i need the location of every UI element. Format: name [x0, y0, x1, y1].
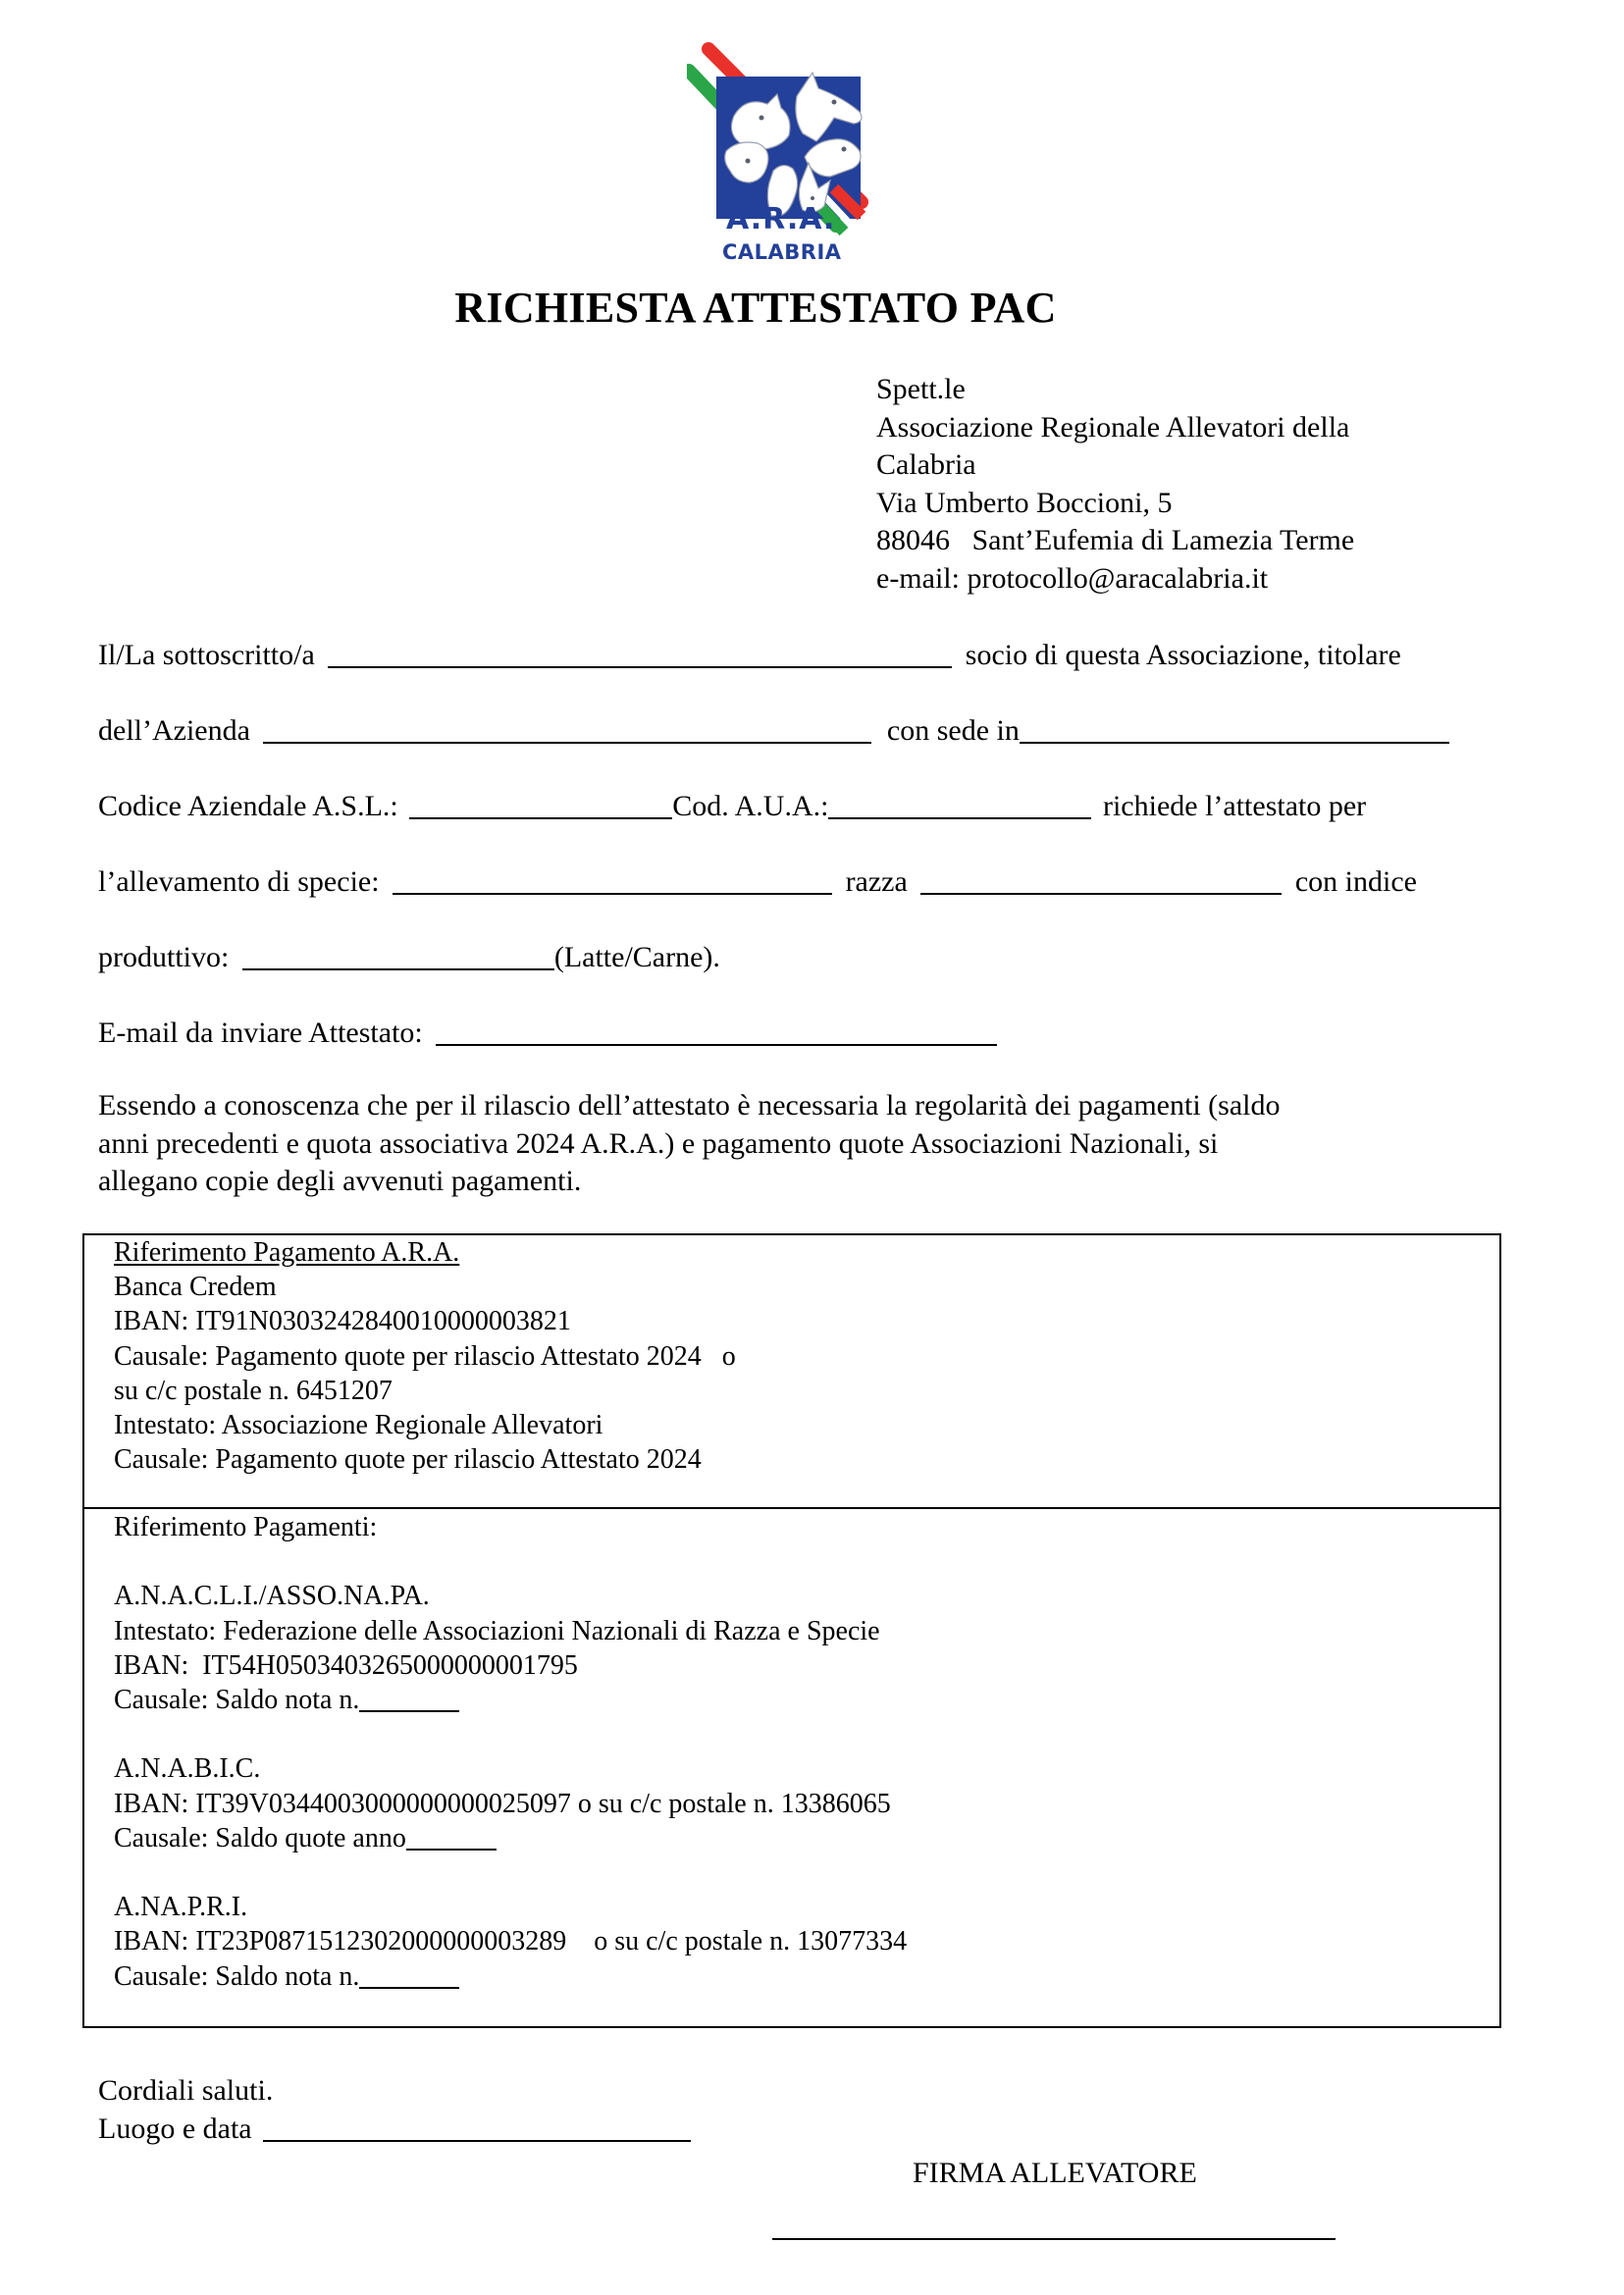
index-text: con indice — [1294, 865, 1417, 898]
anapri-iban: IBAN: IT23P0871512302000000003289 o su c/c postale n. 13077334 — [114, 1926, 908, 1957]
member-text: socio di questa Associazione, titolare — [965, 639, 1401, 671]
species-label: l’allevamento di specie: — [98, 865, 380, 898]
asl-code-field[interactable] — [409, 792, 672, 819]
anacli-intestato: Intestato: Federazione delle Associazioni Nazionali di Razza e Specie — [114, 1615, 880, 1646]
anabic-causale: Causale: Saldo quote anno — [114, 1822, 406, 1853]
form-row-email — [98, 1016, 997, 1051]
national-payments-heading: Riferimento Pagamenti: — [114, 1512, 378, 1542]
company-label: dell’Azienda — [98, 714, 250, 747]
place-date-label: Luogo e data — [98, 2112, 252, 2145]
production-type-field[interactable] — [242, 943, 554, 970]
email-field[interactable] — [436, 1018, 997, 1046]
anabic-causale-row — [114, 1821, 907, 1855]
ara-causale: Causale: Pagamento quote per rilascio Attestato 2024 o — [114, 1340, 736, 1372]
notice-line: Essendo a conoscenza che per il rilascio dell’attestato è necessaria la regolarità dei pagamenti (saldo — [98, 1089, 1281, 1121]
aua-code-label: Cod. A.U.A.: — [672, 790, 829, 822]
notice-line: allegano copie degli avvenuti pagamenti. — [98, 1165, 582, 1197]
ara-postal-account: su c/c postale n. 6451207 — [114, 1375, 393, 1406]
payment-notice — [98, 1087, 1492, 1201]
place-date-field[interactable] — [263, 2114, 691, 2142]
anapri-causale-row — [114, 1959, 907, 1994]
company-seat-label: con sede in — [886, 714, 1020, 747]
undersigned-name-field[interactable] — [328, 641, 952, 668]
anapri-causale: Causale: Saldo nota n. — [114, 1960, 360, 1992]
ara-payment-heading: Riferimento Pagamento A.R.A. — [114, 1237, 460, 1268]
anabic-name: A.N.A.B.I.C. — [114, 1753, 261, 1785]
address-line: Spett.le — [876, 373, 966, 405]
ara-bank: Banca Credem — [114, 1272, 277, 1303]
company-seat-field[interactable] — [1020, 716, 1449, 744]
page-title: RICHIESTA ATTESTATO PAC — [454, 284, 1057, 332]
anapri-name: A.NA.P.R.I. — [114, 1892, 248, 1923]
anacli-name: A.N.A.C.L.I./ASSO.NA.PA. — [114, 1581, 430, 1612]
place-date-row — [98, 2111, 691, 2149]
notice-line: anni precedenti e quota associativa 2024 A.R.A.) e pagamento quote Associazioni Nazionali, si — [98, 1126, 1219, 1160]
payment-references-box — [82, 1233, 1501, 2028]
logo-text-calabria: CALABRIA — [722, 240, 842, 264]
address-line: Associazione Regionale Allevatori della — [876, 410, 1350, 443]
logo-text-ara: A.R.A. — [726, 202, 836, 236]
form-row-species — [98, 864, 1417, 900]
signature-field[interactable] — [772, 2238, 1336, 2240]
address-line: 88046 Sant’Eufemia di Lamezia Terme — [876, 524, 1355, 556]
request-text: richiede l’attestato per — [1102, 790, 1367, 822]
aua-code-field[interactable] — [828, 792, 1091, 819]
box-divider — [84, 1507, 1499, 1509]
production-label: produttivo: — [98, 941, 230, 973]
ara-calabria-logo — [687, 39, 903, 275]
anacli-causale: Causale: Saldo nota n. — [114, 1685, 360, 1715]
ara-intestato: Intestato: Associazione Regionale Allevatori — [114, 1410, 603, 1441]
national-payments-section — [114, 1510, 907, 1994]
asl-code-label: Codice Aziendale A.S.L.: — [98, 790, 398, 822]
email-label: E-mail da inviare Attestato: — [98, 1017, 423, 1049]
ara-iban: IBAN: IT91N0303242840010000003821 — [114, 1306, 571, 1337]
form-row-company — [98, 713, 1449, 749]
ara-payment-section — [114, 1235, 736, 1477]
form-row-production — [98, 940, 720, 975]
breed-field[interactable] — [920, 867, 1282, 895]
address-line: Via Umberto Boccioni, 5 — [876, 486, 1173, 519]
logo-emblem-icon — [687, 39, 903, 275]
anapri-nota-field[interactable] — [359, 1963, 459, 1989]
form-row-codes — [98, 789, 1366, 824]
species-field[interactable] — [393, 867, 832, 895]
signature-label: FIRMA ALLEVATORE — [913, 2157, 1197, 2189]
form-row-undersigned — [98, 638, 1401, 673]
anabic-iban: IBAN: IT39V0344003000000000025097 o su c/c postale n. 13386065 — [114, 1788, 891, 1819]
anacli-causale-row — [114, 1683, 907, 1717]
breed-label: razza — [845, 865, 908, 898]
address-email: e-mail: protocollo@aracalabria.it — [876, 561, 1269, 595]
ara-causale-postal: Causale: Pagamento quote per rilascio Attestato 2024 — [114, 1444, 702, 1476]
address-line: Calabria — [876, 448, 976, 481]
production-options-text: (Latte/Carne). — [553, 941, 720, 973]
anabic-year-field[interactable] — [406, 1825, 497, 1851]
undersigned-label: Il/La sottoscritto/a — [98, 639, 315, 671]
anacli-nota-field[interactable] — [359, 1687, 459, 1712]
greeting: Cordiali saluti. — [98, 2074, 274, 2107]
closing-block — [98, 2072, 691, 2148]
anacli-iban: IBAN: IT54H0503403265000000001795 — [114, 1649, 578, 1681]
company-name-field[interactable] — [263, 716, 871, 744]
recipient-address — [876, 371, 1354, 598]
